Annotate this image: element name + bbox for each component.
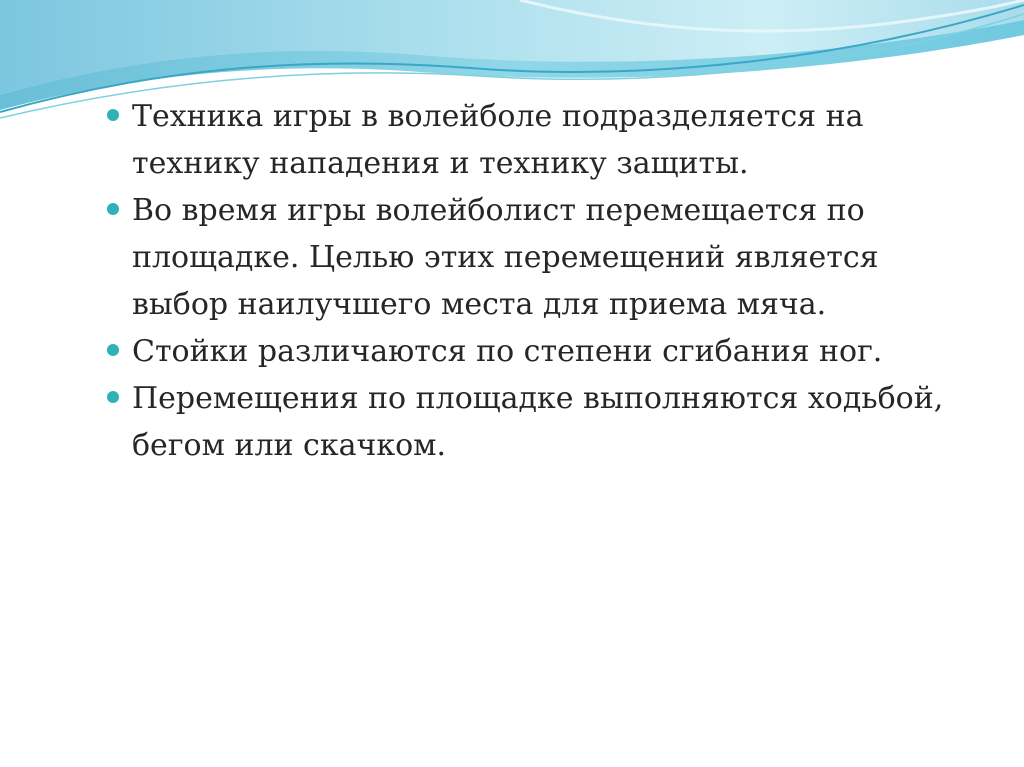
- bullet-dot-icon: [107, 344, 119, 356]
- bullet-item: [104, 187, 964, 328]
- bullet-dot-icon: [107, 109, 119, 121]
- bullet-dot-icon: [107, 203, 119, 215]
- bullet-item: [104, 328, 964, 375]
- bullet-text: Стойки различаются по степени сгибания ног.: [132, 334, 883, 369]
- bullet-text: Во время игры волейболист перемещается по площадке. Целью этих перемещений является выбор наилучшего места для приема мяча.: [132, 193, 879, 322]
- bullet-text: Техника игры в волейболе подразделяется на технику нападения и технику защиты.: [132, 99, 864, 181]
- bullet-dot-icon: [107, 391, 119, 403]
- bullet-item: [104, 375, 964, 469]
- slide-content: [104, 93, 964, 469]
- bullet-list: [104, 93, 964, 469]
- bullet-text: Перемещения по площадке выполняются ходьбой, бегом или скачком.: [132, 381, 944, 463]
- bullet-item: [104, 93, 964, 187]
